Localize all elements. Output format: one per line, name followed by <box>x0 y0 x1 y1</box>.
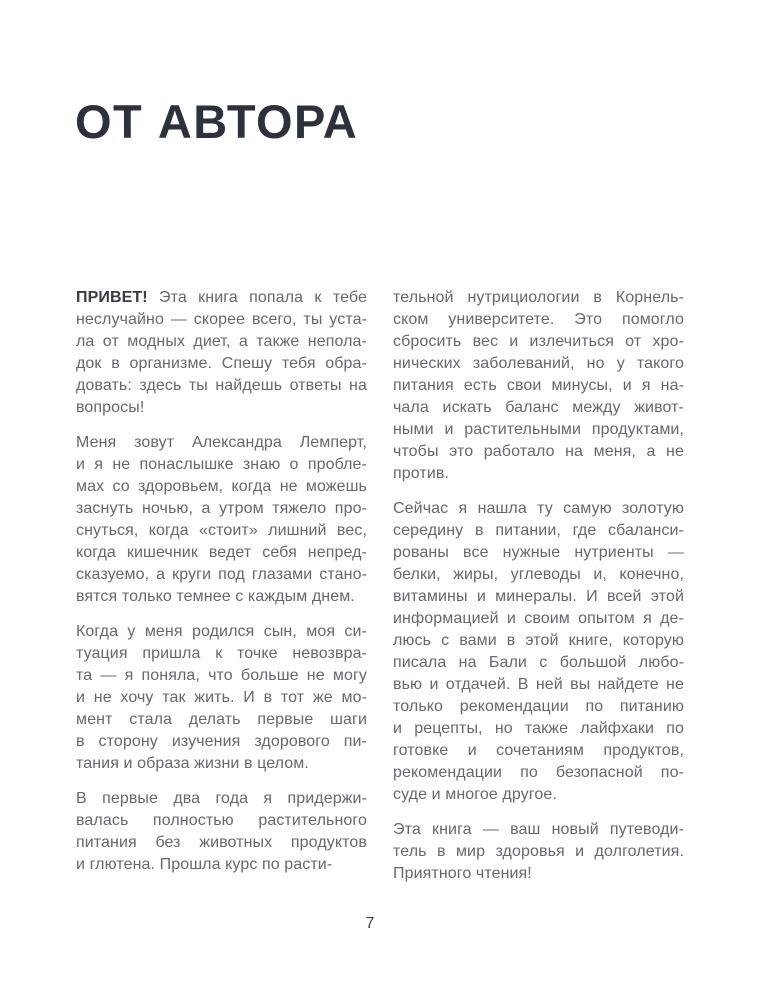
text-line: когда кишечник ведет себя непред- <box>76 544 367 561</box>
text-line: чала искать баланс между живот- <box>393 399 684 416</box>
text-line: чтобы это работало на меня, а не <box>393 443 684 460</box>
text-line: рованы все нужные нутриенты — <box>393 544 684 561</box>
text-line: в сторону изучения здорового пи- <box>76 733 367 750</box>
text-line: довать: здесь ты найдешь ответы на <box>76 377 367 394</box>
paragraph <box>76 621 367 775</box>
left-column <box>76 287 367 898</box>
text-line: неслучайно — скорее всего, ты уста- <box>76 311 367 328</box>
text-line: информацией и своим опытом я де- <box>393 610 684 627</box>
text-line: валась полностью растительного <box>76 812 367 829</box>
paragraph <box>76 788 367 876</box>
text-line: вью и отдачей. В ней вы найдете не <box>393 676 684 693</box>
text-line: мент стала делать первые шаги <box>76 711 367 728</box>
text-line: середину в питании, где сбаланси- <box>393 522 684 539</box>
text-line: и не хочу так жить. И в тот же мо- <box>76 689 367 706</box>
text-line: белки, жиры, углеводы и, конечно, <box>393 566 684 583</box>
text-line: Сейчас я нашла ту самую золотую <box>393 500 684 517</box>
text-line: суде и многое другое. <box>393 786 557 803</box>
text-line: вятся только темнее с каждым днем. <box>76 588 355 605</box>
text-line: Приятного чтения! <box>393 865 532 882</box>
text-line: тания и образа жизни в целом. <box>76 755 309 772</box>
text-line: и я не понаслышке знаю о пробле- <box>76 456 367 473</box>
text-line: док в организме. Спешу тебя обра- <box>76 355 367 372</box>
text-line: туация пришла к точке невозвра- <box>76 645 367 662</box>
text-line: питания есть свои минусы, и я на- <box>393 377 684 394</box>
text-line: тель в мир здоровья и долголетия. <box>393 843 684 860</box>
text-line: вопросы! <box>76 399 145 416</box>
paragraph <box>393 287 684 485</box>
text-line: снуться, когда «стоит» лишний вес, <box>76 522 367 539</box>
text-line: ла от модных диет, а также непола- <box>76 333 367 350</box>
text-line: сказуемо, а круги под глазами стано- <box>76 566 367 583</box>
text-line: ПРИВЕТ! Эта книга попала к тебе <box>76 289 367 306</box>
text-line: тельной нутрициологии в Корнель- <box>393 289 684 306</box>
text-line: и глютена. Прошла курс по расти- <box>76 856 333 873</box>
text-line: Эта книга — ваш новый путеводи- <box>393 821 684 838</box>
text-line: рекомендации по безопасной по- <box>393 764 684 781</box>
text-line: только рекомендации по питанию <box>393 698 684 715</box>
text-line: заснуть ночью, а утром тяжело про- <box>76 500 367 517</box>
text-line: та — я поняла, что больше не могу <box>76 667 367 684</box>
text-line: сбросить вес и излечиться от хро- <box>393 333 684 350</box>
paragraph <box>76 287 367 419</box>
text-line: Меня зовут Александра Лемперт, <box>76 434 367 451</box>
page-title: ОТ АВТОРА <box>75 95 359 148</box>
text-line: и рецепты, но также лайфхаки по <box>393 720 684 737</box>
text-line: готовке и сочетаниям продуктов, <box>393 742 684 759</box>
text-line: В первые два года я придержи- <box>76 790 367 807</box>
page-number: 7 <box>365 915 375 932</box>
text-line: ском университете. Это помогло <box>393 311 684 328</box>
right-column <box>393 287 684 898</box>
text-line: писала на Бали с большой любо- <box>393 654 684 671</box>
text-line: люсь с вами в этой книге, которую <box>393 632 684 649</box>
text-line: против. <box>393 465 450 482</box>
text-line: нических заболеваний, но у такого <box>393 355 684 372</box>
paragraph <box>393 498 684 806</box>
text-line: витамины и минералы. И всей этой <box>393 588 684 605</box>
lead-word: ПРИВЕТ! <box>76 289 148 306</box>
text-columns <box>76 287 684 898</box>
text-line: питания без животных продуктов <box>76 834 367 851</box>
paragraph <box>76 432 367 608</box>
paragraph <box>393 819 684 885</box>
text-line: ными и растительными продуктами, <box>393 421 684 438</box>
text-line: мах со здоровьем, когда не можешь <box>76 478 367 495</box>
text-line: Когда у меня родился сын, моя си- <box>76 623 367 640</box>
